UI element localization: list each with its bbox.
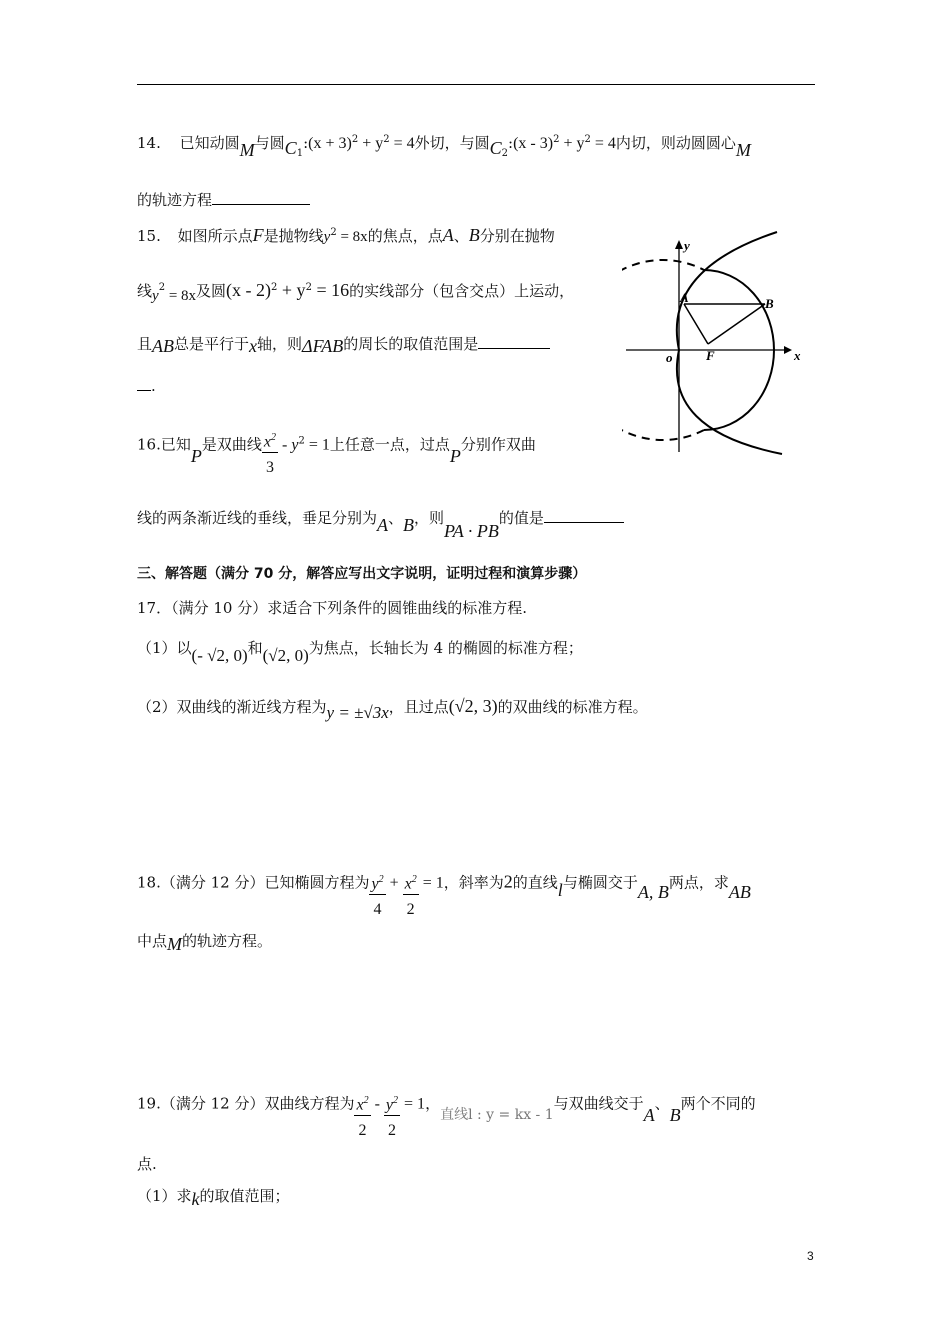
q14-text: 已知动圆 [179, 134, 240, 152]
page-number: 3 [807, 1249, 814, 1263]
q15-line1 [137, 223, 555, 247]
q18-var-ab: AB [728, 881, 751, 902]
q19-eq: = 1 [400, 1095, 426, 1113]
q15-triangle: ΔFAB [302, 336, 344, 356]
fraction-denominator: 2 [358, 1122, 367, 1140]
q18-plus: + [385, 874, 403, 892]
q18-fraction1 [369, 870, 385, 921]
q19-var-b: B [669, 1104, 681, 1125]
q18-var-l: l [557, 879, 563, 900]
q15-text: 的周长的取值范围是 [343, 335, 479, 353]
q16-text: 已知 [160, 435, 191, 454]
q14-text: 外切，与圆 [414, 134, 490, 152]
q15-text: 分别在抛物 [479, 227, 555, 245]
y-axis-arrow [675, 240, 683, 249]
q14-sub: 1 [296, 148, 304, 159]
q18-text: 18.（满分 12 分）已知椭圆方程为 [137, 873, 370, 892]
x-axis-arrow [784, 346, 792, 354]
fraction-num-var: y [385, 1096, 394, 1114]
q18-var-m: M [167, 934, 183, 954]
q14-line2 [137, 188, 310, 210]
q14-var-m: M [239, 140, 255, 160]
q15-text: 如图所示点 [177, 227, 253, 245]
q19-sep: 、 [654, 1094, 670, 1113]
q15-circle-eq: + y [277, 280, 306, 300]
geometry-figure [622, 230, 812, 460]
q15-period: . [151, 377, 156, 395]
answer-blank[interactable] [212, 188, 310, 205]
fraction-num-var: x [263, 433, 271, 451]
fraction-numerator [384, 1091, 400, 1116]
q19-text: （1）求 [137, 1187, 192, 1205]
q14-eq2-sup: 2 [553, 134, 560, 145]
q17-heading: 17．（满分 10 分）求适合下列条件的圆锥曲线的标准方程. [137, 599, 527, 617]
q18-slope: 2 [503, 871, 513, 892]
q15-text: 且 [137, 335, 153, 353]
q15-text: 线 [137, 282, 153, 300]
q18-line1 [137, 858, 751, 919]
fraction-denominator: 2 [387, 1122, 396, 1140]
q15-text: 是抛物线 [263, 227, 324, 245]
segment-bf [708, 304, 765, 344]
q19-fraction1 [354, 1091, 370, 1142]
q18-text: 两点，求 [668, 873, 729, 892]
q17-text: 为焦点，长轴长为 4 的椭圆的标准方程； [308, 639, 583, 657]
fraction-numerator [403, 870, 419, 895]
q19-var-a: A [643, 1104, 655, 1125]
q17-text: ，且过点 [388, 698, 449, 716]
q16-text: 上任意一点，过点 [329, 435, 450, 454]
q19-text: 与双曲线交于 [553, 1094, 644, 1113]
q15-number: 15. [137, 227, 161, 245]
q14-eq1: + y [358, 135, 384, 152]
q16-line1 [137, 420, 536, 477]
q16-eq-sup: 2 [298, 435, 305, 447]
q16-var-p: P [449, 445, 461, 466]
answer-blank[interactable] [544, 506, 624, 523]
q15-var-a: A [442, 225, 454, 245]
q15-var-f: F [252, 225, 264, 245]
q15-line4 [137, 374, 156, 396]
q14-var-m: M [735, 140, 751, 160]
q17-asymptote: y = ±√3x [326, 703, 389, 722]
header-rule [137, 84, 815, 85]
q15-circle-eq: = 16 [311, 280, 350, 300]
q14-sub: 2 [501, 148, 509, 159]
q18-text: 的轨迹方程。 [182, 932, 273, 950]
q15-var-x: x [249, 336, 258, 356]
q16-number: 16. [137, 435, 161, 454]
q14-eq2-sup: 2 [584, 134, 591, 145]
fraction-num-sup: 2 [378, 874, 384, 885]
fraction-num-var: y [371, 875, 379, 893]
q14-colon: : [303, 134, 309, 152]
fraction-numerator [354, 1091, 370, 1116]
fraction-num-var: x [404, 875, 412, 893]
answer-blank[interactable] [137, 374, 151, 391]
q17-text: 和 [247, 639, 263, 657]
q18-text: ，斜率为 [443, 873, 504, 892]
q15-eq: y [323, 229, 331, 245]
q18-eq: = 1 [418, 874, 444, 892]
fraction-num-sup: 2 [411, 874, 417, 885]
q17-text: 的双曲线的标准方程。 [497, 698, 648, 716]
q19-part1 [137, 1185, 290, 1209]
q18-fraction2 [403, 870, 419, 921]
q15-eq-sup: 2 [330, 227, 337, 238]
q14-eq1-sup: 2 [351, 134, 359, 145]
q16-line2 [137, 506, 624, 541]
fraction-num-var: x [356, 1096, 364, 1114]
q14-eq1-sup: 2 [383, 134, 390, 145]
q16-text: 的值是 [498, 509, 544, 527]
q17-focus-left: (- √2, 0) [191, 646, 248, 665]
q17-part1 [137, 638, 583, 665]
fraction-denominator: 4 [373, 901, 382, 919]
q15-var-b: B [468, 225, 480, 245]
label-x: x [794, 348, 801, 363]
q15-text: 及圆 [196, 282, 227, 300]
fraction-denominator: 2 [406, 901, 415, 919]
q14-var-c2: C [489, 138, 502, 158]
q14-colon: : [508, 134, 514, 152]
q16-text: 分别作双曲 [460, 435, 536, 454]
q15-line2 [137, 278, 574, 302]
q14-eq2: = 4 [590, 135, 616, 152]
fraction-denominator: 3 [265, 459, 274, 477]
q15-text: 的实线部分（包含交点）上运动， [349, 282, 575, 300]
q15-circle-eq-sup: 2 [271, 282, 278, 293]
q16-fraction [262, 428, 278, 479]
q19-text: 19.（满分 12 分）双曲线方程为 [137, 1094, 355, 1113]
fraction-numerator [369, 870, 385, 895]
q16-eq: - y [278, 436, 299, 454]
label-b: B [765, 296, 774, 311]
q18-points: A, B [637, 881, 669, 902]
label-a: A [680, 290, 689, 305]
q14-eq2: + y [559, 135, 585, 152]
label-y: y [684, 238, 690, 253]
q14-text: 内切，则动圆圆心 [615, 134, 736, 152]
segment-af [684, 304, 708, 344]
q18-text: 与椭圆交于 [562, 873, 638, 892]
q15-line3 [137, 332, 550, 354]
q14-number: 14. [137, 134, 161, 152]
q15-eq: = 8x [165, 288, 197, 304]
q19-line-eq: 直线l : y = kx - 1 [440, 1106, 554, 1123]
q19-text: 的取值范围； [199, 1187, 290, 1205]
q18-text: 中点 [137, 932, 168, 950]
q16-dot-product: PA · PB [444, 521, 499, 541]
q19-line1 [137, 1079, 756, 1140]
q15-text: 轴，则 [257, 335, 303, 353]
q15-circle-eq-sup: 2 [305, 282, 312, 293]
fraction-num-sup: 2 [271, 432, 276, 443]
q16-var-a: A [377, 515, 389, 535]
q15-eq: y [152, 288, 159, 304]
q14-eq1: = 4 [389, 135, 415, 152]
q17-text: （1）以 [137, 639, 192, 657]
q17-focus-right: (√2, 0) [262, 646, 309, 665]
q19-text: 两个不同的 [680, 1094, 756, 1113]
q14-eq1: (x + 3) [308, 135, 352, 152]
q16-sep: 、 [388, 509, 404, 527]
q18-text: 的直线 [512, 873, 558, 892]
label-f: F [706, 348, 715, 363]
q15-eq: = 8x [336, 229, 368, 245]
q15-eq-sup: 2 [158, 282, 166, 293]
section-heading: 三、解答题（满分 70 分，解答应写出文字说明，证明过程和演算步骤） [137, 566, 587, 582]
q14-var-c1: C [284, 138, 297, 158]
fraction-num-sup: 2 [393, 1095, 399, 1106]
q15-text: 的焦点，点 [367, 227, 443, 245]
q14-line1 [137, 130, 751, 160]
q15-text: 总是平行于 [174, 335, 250, 353]
q16-text: 是双曲线 [201, 435, 262, 454]
q16-eq: = 1 [304, 436, 330, 454]
q15-circle-eq: (x - 2) [226, 280, 272, 300]
q16-var-p: P [190, 445, 202, 466]
q16-var-b: B [403, 515, 415, 535]
q19-line2: 点. [137, 1155, 157, 1173]
q19-var-k: k [191, 1189, 200, 1209]
q14-text: 的轨迹方程 [137, 191, 213, 209]
q17-part2 [137, 696, 648, 722]
q16-text: ，则 [414, 509, 445, 527]
q19-fraction2 [384, 1091, 400, 1142]
fraction-numerator [262, 428, 278, 453]
q19-minus: - [370, 1095, 384, 1113]
q14-eq2: (x - 3) [513, 135, 554, 152]
q18-line2 [137, 930, 273, 954]
q16-text: 线的两条渐近线的垂线，垂足分别为 [137, 509, 378, 527]
q17-point: (√2, 3) [448, 696, 498, 716]
q14-text: 与圆 [254, 134, 285, 152]
q15-sep: 、 [453, 227, 469, 245]
answer-blank[interactable] [478, 332, 550, 349]
q15-var-ab: AB [152, 336, 175, 356]
q19-comma: ， [425, 1094, 441, 1113]
parabola-circle-diagram [622, 230, 812, 456]
q17-text: （2）双曲线的渐近线方程为 [137, 698, 327, 716]
fraction-num-sup: 2 [363, 1095, 369, 1106]
label-origin: o [666, 350, 673, 365]
